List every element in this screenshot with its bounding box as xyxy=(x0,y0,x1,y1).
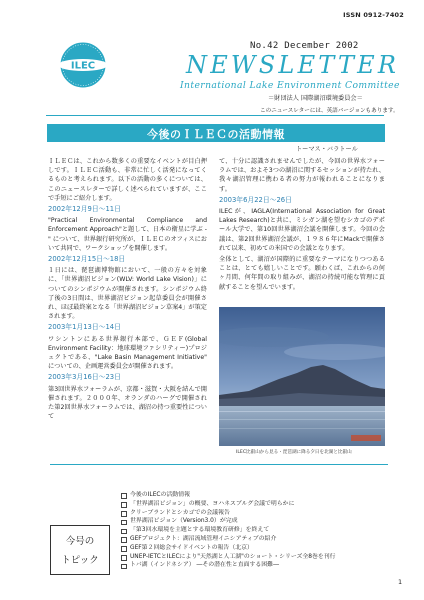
newsletter-subtitle: International Lake Environment Committee xyxy=(180,80,400,91)
logo-text: ILEC xyxy=(70,60,96,72)
event-date-heading: 2002年12月15日～18日 xyxy=(48,255,126,264)
topics-label-line2: トピック xyxy=(61,555,99,566)
event-date-heading: 2003年6月22日～26日 xyxy=(219,195,292,204)
continued-paragraph: て、十分に認識されませんでしたが、今回の世界水フォーラムでは、およそ3つの湖沼に関するセッションが持たれ、我々湖沼管理に携わる者の努力が報われることになります。 xyxy=(219,158,385,193)
topic-item: クリーブランドとシカゴでの会議報告 xyxy=(121,509,391,518)
topics-label-box xyxy=(50,525,110,575)
topic-item: トバ湖（インドネシア） ―その潜在性と直面する困難― xyxy=(121,561,391,570)
issn-number: ISSN 0912-7402 xyxy=(343,11,404,19)
ilec-logo xyxy=(58,40,108,90)
topic-item: GEF第２回総会サイドイベントの報告（北京） xyxy=(121,544,391,553)
header-divider xyxy=(46,115,384,116)
topic-item: GEFプロジェクト：湖沼流域管理イニシアティブの紹介 xyxy=(121,535,391,544)
topics-label-line1: 今号の xyxy=(65,536,95,547)
event-paragraph: ワシントンにある世界銀行本部で、ＧＥＦ(Global Environment Facility：地球環境ファシリティー)プロジェクトである、"Lake Basin Management Initiative" についての、企画運営委員会が開催されます。 xyxy=(48,335,207,371)
article-title: 今後のＩＬＥＣの活動情報 xyxy=(147,128,285,141)
topic-item: 「第3回水環境を主題とする環境教育研修」を終えて xyxy=(121,526,391,535)
issue-info: No.42 December 2002 xyxy=(250,41,359,51)
topic-item: 「世界湖沼ビジョン」の概要、ヨハネスブルグ会議で明らかに xyxy=(121,500,391,509)
page-number: 1 xyxy=(398,578,403,586)
organization-name: ＝財団法人 国際湖沼環境委員会＝ xyxy=(268,95,363,102)
lake-photo xyxy=(219,307,385,446)
article-title-banner xyxy=(47,124,385,142)
event-paragraph: ILECが、IAGLA(International Association for Great Lakes Research)と共に、ミシガン湖を望むシカゴのデポール大学で、第10回世界湖沼会議を開催します。今回の会議は、第2回世界湖沼会議が、１９８６年にMackで開催されて以来、初めての米国での会議となります。 xyxy=(219,208,385,252)
article-author: トーマス・バラトール xyxy=(296,146,358,153)
intro-paragraph: ＩＬＥＣは、これから数多くの重要なイベントが目白押しです。ＩＬＥＣ活動も、非常に忙しく活発になってくるものと考えられます。以下の活動の多くについては、このニュースレターで詳しく述べられていますが、ここで手短にご紹介します。 xyxy=(48,158,207,202)
topic-item: UNEP-IETCとILECにより"天然湖と人工湖"のショート・シリーズ全8巻を刊行 xyxy=(121,553,391,562)
event-paragraph: １日には、琵琶湖博物館において、一般の方々を対象に、「世界湖沼ビジョン(WLV: World Lake Vision)」についてのシンポジウムが開催されます。シンポジウム終了後の3日間は、世界湖沼ビジョン起草委員会が開催され、ほぼ最終案となる「世界湖沼ビジョン草案4」が策定されます。 xyxy=(48,267,207,321)
topic-item: 今後のILECの活動情報 xyxy=(121,491,391,500)
article-left-column xyxy=(48,157,207,423)
topic-item: 世界湖沼ビジョン（Version3.0）が完成 xyxy=(121,517,391,526)
article-right-column xyxy=(219,157,385,294)
newsletter-title: NEWSLETTER xyxy=(186,51,400,79)
event-paragraph: "Practical Environmental Compliance and Enforcement Approach"と題して、日本の衛星に学ぶ -" について、世界銀行研究所が、ＩＬＥＣのオフィスにおいて共同で、ワークショップを開催します。 xyxy=(48,217,207,252)
photo-caption: ILEC比叡山から見る・琵琶湖に降る夕日を北湖と比叡山 xyxy=(236,450,352,455)
english-version-note: このニュースレターには、英語バージョンもあります。 xyxy=(260,108,399,114)
event-date-heading: 2002年12月9日～11日 xyxy=(48,205,121,214)
topics-divider xyxy=(50,464,388,465)
closing-paragraph: 全体として、湖沼が国際的に重要なテーマになりつつあることは、とても嬉しいことです。願わくば、これからの何ヶ月間、何年間の取り組みが、湖沼の持続可能な管理に貢献することを望んでいます。 xyxy=(219,256,385,291)
event-paragraph: 第3回世界水フォーラムが、京都・滋賀・大阪を結んで開催されます。２０００年、オランダのハーグで開催された第2回世界水フォーラムでは、湖沼の持つ重要性について xyxy=(48,385,207,421)
event-date-heading: 2003年1月13日～14日 xyxy=(48,323,121,332)
topics-list xyxy=(121,491,391,570)
event-date-heading: 2003年3月16日～23日 xyxy=(48,373,121,382)
